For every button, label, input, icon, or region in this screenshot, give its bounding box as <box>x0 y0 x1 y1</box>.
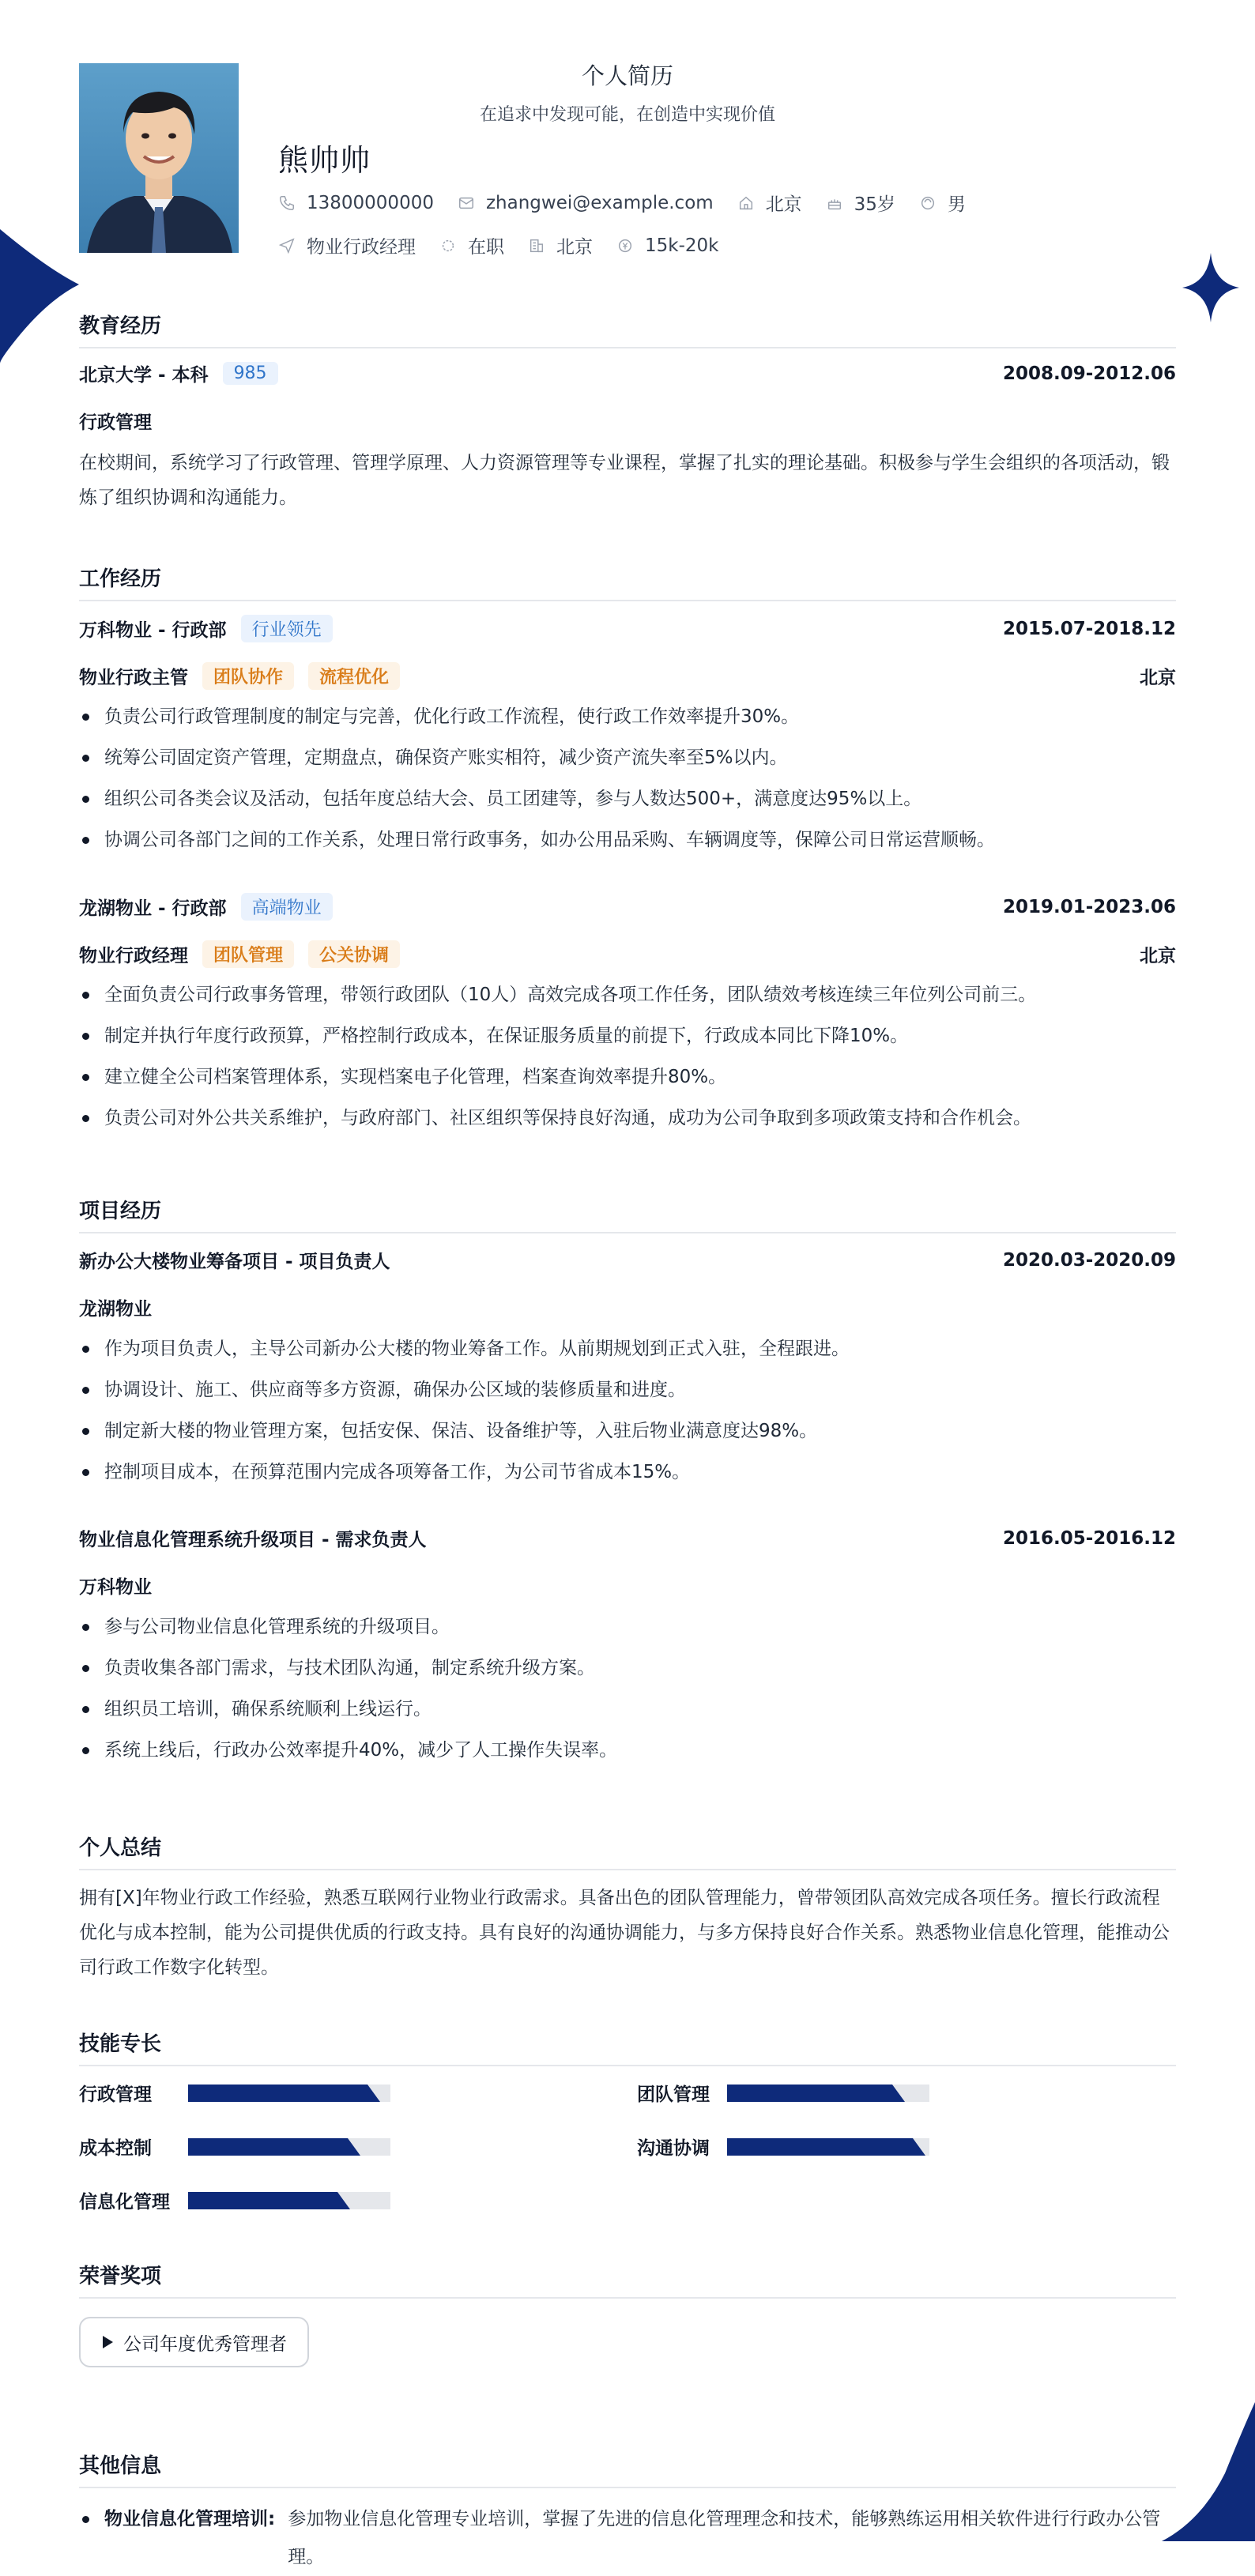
salary-text: 15k-20k <box>645 235 719 256</box>
education-section <box>79 310 1176 508</box>
list-item: 负责公司对外公共关系维护，与政府部门、社区组织等保持良好沟通，成功为公司争取到多项政策支持和合作机会。 <box>79 1105 1176 1146</box>
candidate-name: 熊帅帅 <box>278 143 371 178</box>
salary-item <box>616 235 718 256</box>
star-decoration <box>1182 253 1239 322</box>
section-title: 技能专长 <box>79 2028 1176 2066</box>
other-section <box>79 2450 1176 2567</box>
job-period: 2019.01-2023.06 <box>1002 896 1176 917</box>
job-company-row <box>79 893 1176 921</box>
list-item: 制定新大楼的物业管理方案，包括安保、保洁、设备维护等，入驻后物业满意度达98%。 <box>79 1418 1176 1459</box>
section-title: 其他信息 <box>79 2450 1176 2488</box>
skill-bar <box>727 2085 929 2102</box>
honor-item[interactable] <box>79 2317 309 2367</box>
contact-row <box>278 190 989 216</box>
gender-icon <box>919 194 937 212</box>
summary-text: 拥有[X]年物业行政工作经验，熟悉互联网行业物业行政需求。具备出色的团队管理能力，曾带领团队高效完成各项任务。擅长行政流程优化与成本控制，能为公司提供优质的行政支持。具有良好的沟通协调能力，与多方保持良好合作关系。熟悉物业信息化管理，能推动公司行政工作数字化转型。 <box>79 1888 1170 1978</box>
skill-bar <box>188 2192 390 2209</box>
home-icon <box>737 194 755 212</box>
section-title: 项目经历 <box>79 1195 1176 1233</box>
skill-bar-fill <box>188 2085 380 2102</box>
section-title: 工作经历 <box>79 563 1176 601</box>
building-icon <box>528 237 545 254</box>
projects-section <box>79 1195 1176 1761</box>
skill-tag: 团队管理 <box>202 940 294 968</box>
list-item: 协调公司各部门之间的工作关系，处理日常行政事务，如办公用品采购、车辆调度等，保障公司日常运营顺畅。 <box>79 827 1176 868</box>
project-bullets <box>79 1614 1176 1778</box>
city-item <box>737 190 802 216</box>
work-section <box>79 563 1176 1128</box>
skill-bar <box>188 2085 390 2102</box>
list-item: 作为项目负责人，主导公司新办公大楼的物业筹备工作。从前期规划到正式入驻，全程跟进。 <box>79 1335 1176 1377</box>
target-job-item <box>278 232 416 258</box>
skill-label: 成本控制 <box>79 2138 152 2159</box>
list-item: 制定并执行年度行政预算，严格控制行政成本，在保证服务质量的前提下，行政成本同比下降10%。 <box>79 1022 1176 1064</box>
skill-label: 沟通协调 <box>637 2138 710 2159</box>
list-item: 组织公司各类会议及活动，包括年度总结大会、员工团建等，参与人数达500+，满意度达95%以上。 <box>79 785 1176 827</box>
education-desc: 在校期间，系统学习了行政管理、管理学原理、人力资源管理等专业课程，掌握了扎实的理论基础。积极参与学生会组织的各项活动，锻炼了组织协调和沟通能力。 <box>79 453 1170 508</box>
job-bullets <box>79 703 1176 868</box>
school-tag: 985 <box>223 362 278 385</box>
phone-item <box>278 193 434 213</box>
list-item: 参与公司物业信息化管理系统的升级项目。 <box>79 1614 1176 1655</box>
bullet-dot <box>79 2500 104 2576</box>
list-item: 负责公司行政管理制度的制定与完善，优化行政工作流程，使行政工作效率提升30%。 <box>79 703 1176 744</box>
education-period: 2008.09-2012.06 <box>1002 363 1176 384</box>
project-bullets <box>79 1335 1176 1500</box>
list-item: 协调设计、施工、供应商等多方资源，确保办公区域的装修质量和进度。 <box>79 1377 1176 1418</box>
resume-title: 个人简历 <box>581 62 673 89</box>
skill-label: 信息化管理 <box>79 2192 170 2213</box>
list-item: 组织员工培训，确保系统顺利上线运行。 <box>79 1696 1176 1737</box>
cake-icon <box>826 194 843 212</box>
project-title-row <box>79 1247 1176 1273</box>
status-item <box>439 232 504 258</box>
skill-bar-fill <box>727 2138 925 2156</box>
send-icon <box>278 237 296 254</box>
job-position-row <box>79 662 1176 690</box>
job-company-row <box>79 615 1176 642</box>
company-name: 万科物业 - 行政部 <box>79 620 227 641</box>
section-title: 个人总结 <box>79 1832 1176 1870</box>
phone-icon <box>278 194 296 212</box>
skill-bar-fill <box>188 2138 360 2156</box>
skill-tag: 公关协调 <box>308 940 400 968</box>
job-city: 北京 <box>1140 668 1176 688</box>
money-icon <box>616 237 634 254</box>
play-icon <box>101 2335 114 2349</box>
city-text: 北京 <box>765 194 802 215</box>
gender-text: 男 <box>947 194 966 215</box>
skill-label: 团队管理 <box>637 2085 710 2105</box>
skill-label: 行政管理 <box>79 2085 152 2105</box>
email-item <box>458 193 714 213</box>
list-item: 建立健全公司档案管理体系，实现档案电子化管理，档案查询效率提升80%。 <box>79 1064 1176 1105</box>
gender-item <box>919 190 966 216</box>
job-position-row <box>79 940 1176 968</box>
list-item: 统筹公司固定资产管理，定期盘点，确保资产账实相符，减少资产流失率至5%以内。 <box>79 744 1176 785</box>
project-org-row <box>79 1572 1176 1599</box>
job-intent-row <box>278 232 742 258</box>
list-item: 全面负责公司行政事务管理，带领行政团队（10人）高效完成各项工作任务，团队绩效考核连续三年位列公司前三。 <box>79 981 1176 1022</box>
status-text: 在职 <box>468 237 504 258</box>
job-city: 北京 <box>1140 946 1176 966</box>
skill-bar-fill <box>188 2192 350 2209</box>
resume-header <box>79 57 1176 266</box>
project-title: 物业信息化管理系统升级项目 - 需求负责人 <box>79 1530 427 1550</box>
skill-bar-fill <box>727 2085 905 2102</box>
other-label: 物业信息化管理培训: <box>104 2509 276 2529</box>
phone-text: 13800000000 <box>307 192 434 213</box>
list-item: 负责收集各部门需求，与技术团队沟通，制定系统升级方案。 <box>79 1655 1176 1696</box>
age-text: 35岁 <box>854 194 895 215</box>
other-text: 参加物业信息化管理专业培训，掌握了先进的信息化管理理念和技术，能够熟练运用相关软件进行行政办公管理。 <box>288 2509 1161 2567</box>
section-title: 教育经历 <box>79 310 1176 348</box>
education-row <box>79 360 1176 386</box>
honor-label: 公司年度优秀管理者 <box>123 2333 287 2355</box>
skills-section <box>79 2028 1176 2213</box>
resume-motto: 在追求中发现可能，在创造中实现价值 <box>479 105 775 125</box>
email-text: zhangwei@example.com <box>485 192 714 213</box>
target-city-text: 北京 <box>556 237 593 258</box>
project-period: 2020.03-2020.09 <box>1002 1249 1176 1271</box>
age-item <box>826 190 895 216</box>
major-row <box>79 408 1176 434</box>
job-bullets <box>79 981 1176 1146</box>
resume-page <box>79 57 1176 2567</box>
major-name: 行政管理 <box>79 412 152 433</box>
list-item: 系统上线后，行政办公效率提升40%，减少了人工操作失误率。 <box>79 1737 1176 1778</box>
avatar <box>79 63 239 253</box>
skill-bar <box>188 2138 390 2156</box>
target-job-text: 物业行政经理 <box>307 237 416 258</box>
project-org: 龙湖物业 <box>79 1299 152 1320</box>
school-name: 北京大学 - 本科 <box>79 365 209 386</box>
position-name: 物业行政主管 <box>79 668 188 688</box>
honors-section <box>79 2260 1176 2355</box>
company-tag: 行业领先 <box>241 615 333 642</box>
project-period: 2016.05-2016.12 <box>1002 1527 1176 1549</box>
position-name: 物业行政经理 <box>79 946 188 966</box>
target-city-item <box>528 232 593 258</box>
company-tag: 高端物业 <box>241 893 333 921</box>
list-item: 控制项目成本，在预算范围内完成各项筹备工作，为公司节省成本15%。 <box>79 1459 1176 1500</box>
project-title: 新办公大楼物业筹备项目 - 项目负责人 <box>79 1252 390 1272</box>
project-org: 万科物业 <box>79 1577 152 1598</box>
section-title: 荣誉奖项 <box>79 2260 1176 2299</box>
skill-bar <box>727 2138 929 2156</box>
summary-section <box>79 1832 1176 1978</box>
skill-tag: 团队协作 <box>202 662 294 690</box>
list-item <box>79 2500 1176 2576</box>
project-org-row <box>79 1294 1176 1320</box>
status-icon <box>439 237 457 254</box>
mail-icon <box>458 194 475 212</box>
skill-tag: 流程优化 <box>308 662 400 690</box>
project-title-row <box>79 1525 1176 1551</box>
other-list <box>79 2500 1176 2576</box>
job-period: 2015.07-2018.12 <box>1002 618 1176 639</box>
company-name: 龙湖物业 - 行政部 <box>79 898 227 919</box>
